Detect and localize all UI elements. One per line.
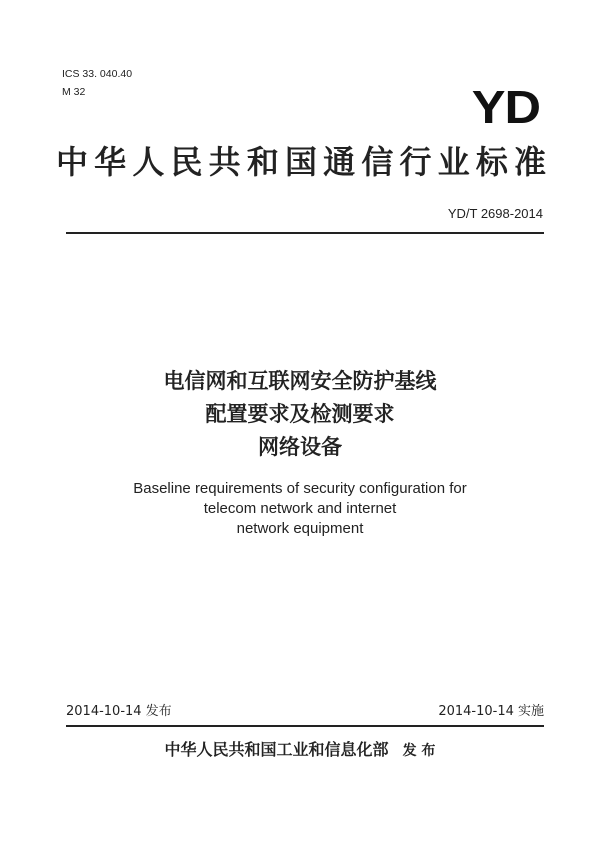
english-title-line: Baseline requirements of security configuration for: [133, 480, 467, 497]
publisher-name: 中华人民共和国工业和信息化部: [164, 740, 389, 759]
standard-category-title: 中华人民共和国通信行业标准: [56, 143, 546, 181]
standard-number: YD/T 2698-2014: [447, 206, 543, 221]
yd-logo: YD: [471, 81, 540, 133]
chinese-title-line: 网络设备: [258, 435, 342, 459]
top-divider: [66, 232, 544, 234]
ics-code: ICS 33. 040.40: [62, 68, 133, 80]
chinese-title-line: 电信网和互联网安全防护基线: [163, 369, 437, 393]
implementation-date: 2014-10-14 实施: [438, 704, 544, 719]
classification-code: M 32: [62, 86, 86, 98]
issue-date: 2014-10-14 发布: [66, 704, 172, 719]
publish-label: 发 布: [402, 743, 436, 759]
english-title-line: telecom network and internet: [203, 500, 397, 517]
chinese-document-title: [0, 365, 600, 464]
chinese-title-line: 配置要求及检测要求: [205, 402, 395, 426]
bottom-divider: [66, 725, 544, 727]
publisher-line: [0, 737, 600, 760]
english-title-line: network equipment: [236, 520, 364, 537]
english-document-title: [0, 479, 600, 539]
